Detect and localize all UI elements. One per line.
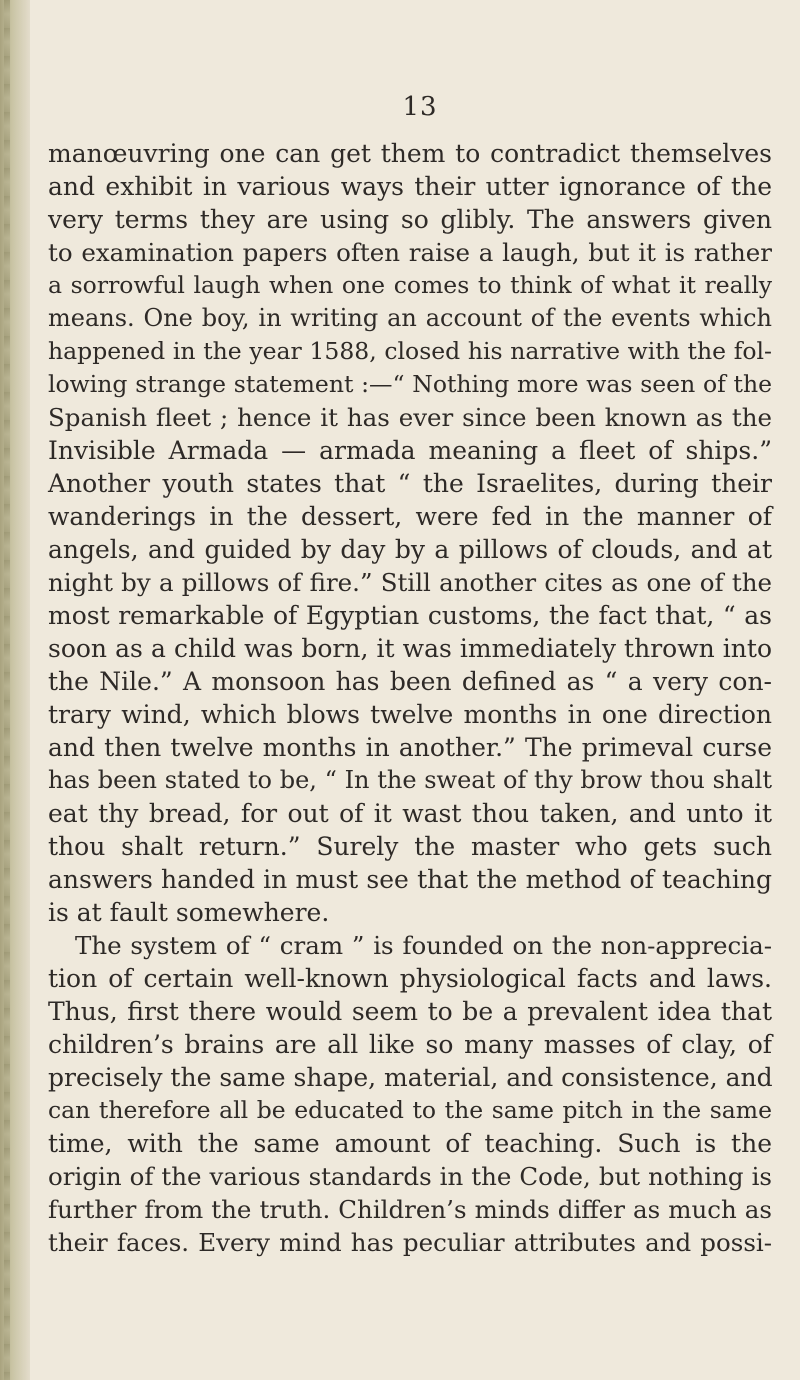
text-line: happened in the year 1588, closed his narrative with the fol- (48, 337, 772, 365)
text-line: precisely the same shape, material, and consistence, and (48, 1063, 773, 1092)
text-line: origin of the various standards in the Code, but nothing is (48, 1162, 772, 1191)
page-number: 13 (402, 92, 438, 122)
text-line: night by a pillows of fire.” Still another cites as one of the (48, 568, 772, 597)
text-line: eat thy bread, for out of it wast thou taken, and unto it (48, 799, 772, 828)
text-line: Invisible Armada — armada meaning a fleet of ships.” (48, 436, 772, 465)
text-line: to examination papers often raise a laugh, but it is rather (48, 238, 772, 267)
text-line: manœuvring one can get them to contradict themselves (48, 139, 772, 168)
text-line: children’s brains are all like so many masses of clay, of (48, 1030, 772, 1059)
paragraph-end-line: is at fault somewhere. (48, 898, 330, 927)
text-line: trary wind, which blows twelve months in one direction (48, 700, 772, 729)
text-line: tion of certain well-known physiological facts and laws. (48, 964, 772, 993)
paragraph-start-line: The system of “ cram ” is founded on the non-apprecia- (75, 931, 772, 960)
text-line: Thus, first there would seem to be a prevalent idea that (48, 997, 772, 1026)
text-line: their faces. Every mind has peculiar attributes and possi- (48, 1228, 772, 1257)
text-line: Another youth states that “ the Israelites, during their (48, 469, 772, 498)
text-line: answers handed in must see that the method of teaching (48, 865, 772, 894)
text-line: and exhibit in various ways their utter ignorance of the (48, 172, 772, 201)
text-line: means. One boy, in writing an account of the events which (48, 304, 772, 332)
text-line: most remarkable of Egyptian customs, the fact that, “ as (48, 601, 772, 630)
text-line: very terms they are using so glibly. The answers given (48, 205, 772, 234)
text-line: wanderings in the dessert, were fed in the manner of (48, 502, 772, 531)
text-line: Spanish fleet ; hence it has ever since been known as the (48, 403, 772, 432)
text-line: soon as a child was born, it was immediately thrown into (48, 634, 772, 663)
text-line: angels, and guided by day by a pillows of clouds, and at (48, 535, 772, 564)
text-line: lowing strange statement :—“ Nothing more was seen of the (48, 370, 772, 398)
text-line: the Nile.” A monsoon has been defined as “ a very con- (48, 667, 772, 696)
text-line: and then twelve months in another.” The primeval curse (48, 733, 772, 762)
text-line: time, with the same amount of teaching. Such is the (48, 1129, 772, 1158)
text-line: thou shalt return.” Surely the master who gets such (48, 832, 772, 861)
text-line: further from the truth. Children’s minds differ as much as (48, 1195, 772, 1224)
text-line: can therefore all be educated to the same pitch in the same (48, 1096, 772, 1124)
text-line: a sorrowful laugh when one comes to think of what it really (48, 271, 772, 299)
text-line: has been stated to be, “ In the sweat of thy brow thou shalt (48, 766, 772, 794)
